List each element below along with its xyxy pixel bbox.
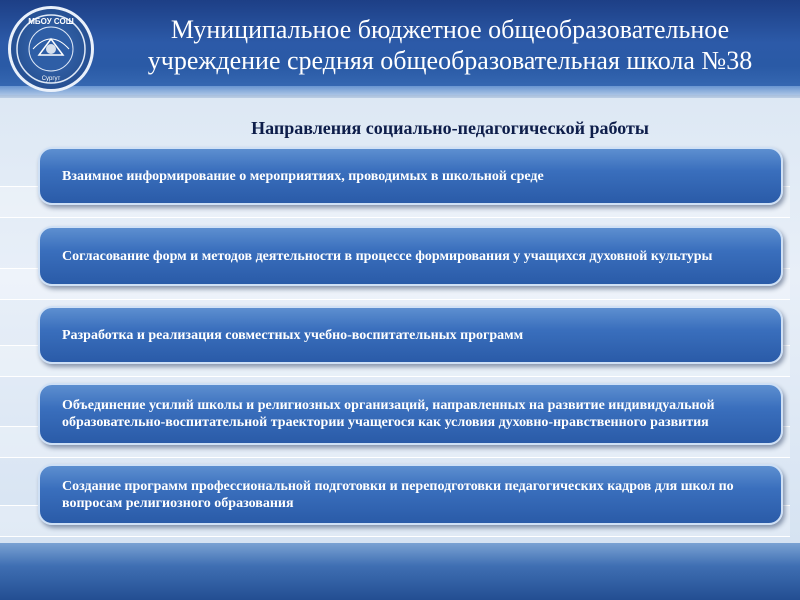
direction-item-1: [38, 147, 783, 205]
direction-item-2: [38, 226, 783, 286]
direction-item-text: Создание программ профессиональной подготовки и переподготовки педагогических кадров для школ по вопросам религиозного образования: [62, 478, 734, 511]
direction-item-3: [38, 306, 783, 364]
direction-item-text: Взаимное информирование о мероприятиях, проводимых в школьной среде: [62, 168, 544, 184]
direction-item-5: [38, 464, 783, 525]
school-emblem-icon: [8, 6, 94, 92]
slide-footer-band: [0, 543, 800, 600]
direction-item-4: [38, 383, 783, 445]
logo-text: МБОУ СОШ: [28, 17, 74, 26]
direction-item-text: Объединение усилий школы и религиозных организаций, направленных на развитие индивидуальной образовательно-воспитательной траектории учащегося как условия духовно-нравственного развития: [62, 398, 715, 430]
section-subtitle: Направления социально-педагогической работы: [251, 118, 649, 138]
page-title: [110, 14, 790, 76]
direction-item-text: Разработка и реализация совместных учебно-воспитательных программ: [62, 327, 524, 343]
page-title-line-1: Муниципальное бюджетное общеобразовательное: [170, 15, 730, 44]
logo-city: Сургут: [41, 76, 61, 82]
page-title-line-2: учреждение средняя общеобразовательная школа №38: [147, 46, 753, 75]
direction-item-text: Согласование форм и методов деятельности в процессе формирования у учащихся духовной культуры: [62, 248, 713, 264]
